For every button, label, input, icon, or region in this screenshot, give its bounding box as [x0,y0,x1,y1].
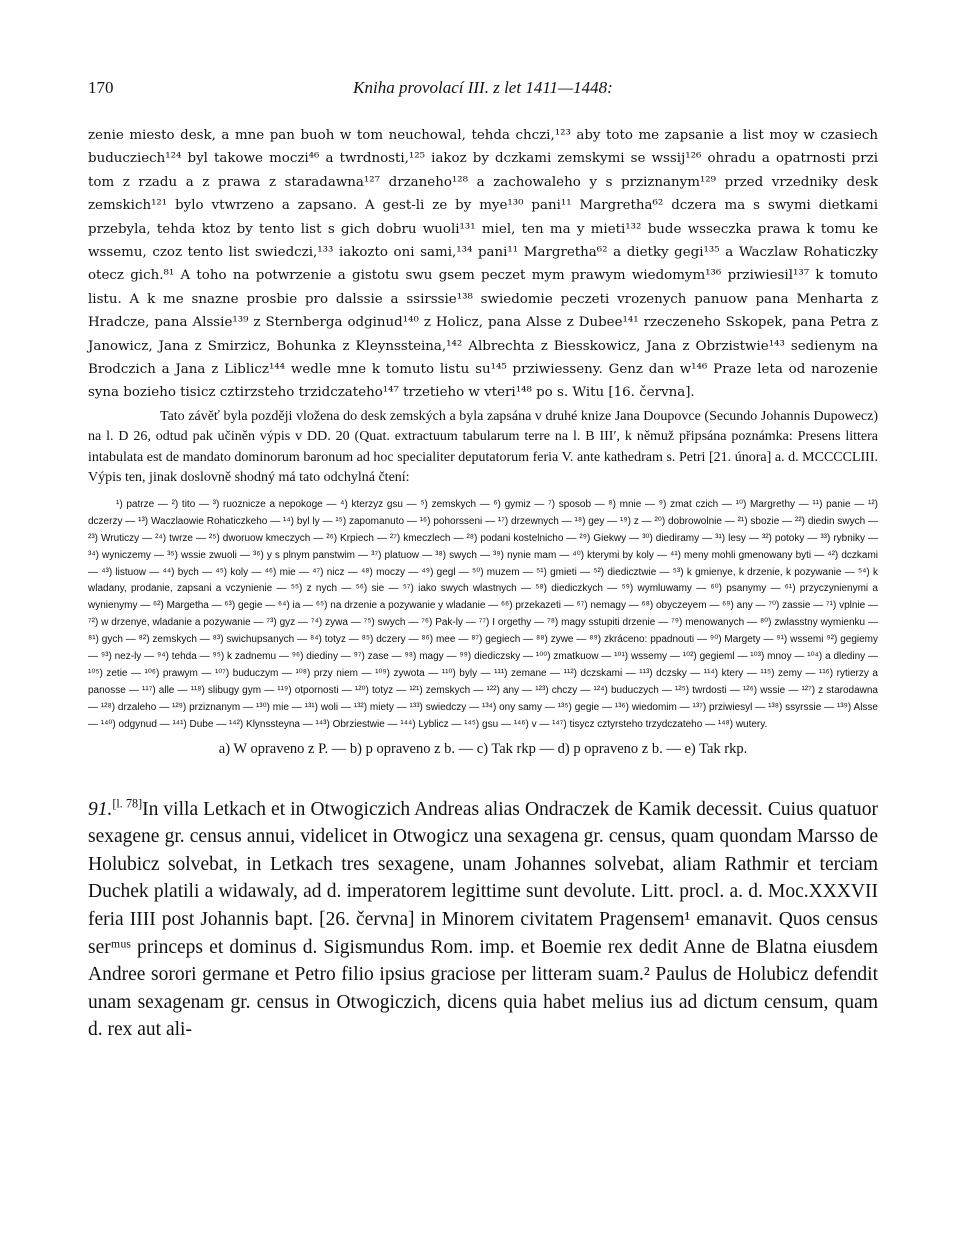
entry-paragraph [88,796,878,1044]
editorial-note-text: Tato závěť byla později vložena do desk zemských a byla zapsána v druhé knize Jana Doupovce (Secundo Johannis Dupowecz) na l. D 26, odtud pak učiněn výpis v DD. 20 (Quat. extractuum tabularum terre na l. B III′, k němuž připsána poznámka: Presens littera intabulata est de mandato dominorum baronum ad hoc specialiter deputatorum feria V. ante kathedram s. Petri [21. února] a. d. MCCCCLIII. Výpis ten, jinak doslovně shodný má tato odchylná čtení: [88,408,878,486]
book-page [88,70,878,1044]
page-number: 170 [88,78,114,97]
entry-text: In villa Letkach et in Otwogiczich Andreas alias Ondraczek de Kamik decessit. Cuius quatuor sexagene gr. census annui, videlicet in Otwogicz una sexagena gr. census, quam quondam Marsso de Holubicz solvebat, in Letkach tres sexagene, unam Johannes solvebat, aliam Rathmir et terciam Duchek platili a widawaly, ad d. imperatorem legittime sunt devolute. Litt. procl. a. d. Moc.XXXVII feria IIII post Johannis bapt. [26. června] in Minorem civitatem Pragensem¹ emanavit. Quos census serᵐᵘˢ princeps et dominus d. Sigismundus Rom. imp. et Boemie rex dedit Anne de Blatna eiusdem Andree sorori germane et Petro filio ipsius graciose per litteram suam.² Paulus de Holubicz defendit unam sexagenam gr. census in Otwogiczich, dicens quia habet melius ius ad dictum censum, quam d. rex aut ali- [88,798,878,1041]
variant-readings [88,497,878,734]
folio-reference: [l. 78] [112,796,143,811]
running-title: Kniha provolací III. z let 1411—1448: [353,78,613,97]
page-header [88,70,878,100]
text-variants: a) W opraveno z P. — b) p opraveno z b. — c) Tak rkp — d) p opraveno z b. — e) Tak rkp. [218,740,748,757]
entry-91 [88,796,878,1044]
charter-paragraph: zenie miesto desk, a mne pan buoh w tom neuchowal, tehda chczi,¹²³ aby toto me zapsanie a list moy w czasiech buducziech¹²⁴ byl takowe moczi⁴⁶ a twrdnosti,¹²⁵ iakoz by dczkami zemskymi se wssij¹²⁶ ohradu a opatrnosti przi tom z rzadu a z prawa z staradawna¹²⁷ drzaneho¹²⁸ a zachowaleho y s prziznanym¹²⁹ przed vrzedniky desk zemskich¹²¹ bylo vtwrzeno a zapsano. A gest-li ze by mye¹³⁰ pani¹¹ Margretha⁶² dczera ma s swymi dietkami przebyla, tehda ktoz by tento list s gich dobru wuoli¹³¹ miel, ten ma y mieti¹³² bude wsseczka prawa k tomu ke wssemu, czoz tento list swiedczi,¹³³ iakozto oni sami,¹³⁴ pani¹¹ Margretha⁶² a dietky gegi¹³⁵ a Waczlaw Rohaticzky otecz gich.⁸¹ A toho na potwrzenie a gistotu swu gsem peczet mym prawym wiedomym¹³⁶ prziwiesil¹³⁷ k tomuto listu. A k me snazne prosbie pro dalssie a ssirssie¹³⁸ swiedomie peczeti vrozenych panuow pana Menharta z Hradcze, pana Alssie¹³⁹ z Sternberga odginud¹⁴⁰ z Holicz, pana Alsse z Dubee¹⁴¹ rzeczeneho Sskopek, pana Petra z Janowicz, Jana z Smirzicz, Bohunka z Kleynssteina,¹⁴² Albrechta z Biesskowicz, Jana z Obrzistwie¹⁴³ sedienym na Brodczich a Jana z Liblicz¹⁴⁴ wedle mne k tomuto listu su¹⁴⁵ prziwiesseny. Genz dan w¹⁴⁶ Praze leta od narozenie syna bozieho tisicz cztirzsteho trzidczateho¹⁴⁷ trzetieho w vteri¹⁴⁸ po s. Witu [16. června]. [88,128,878,401]
entry-number: 91. [88,798,113,820]
variant-readings-text: ¹) patrze — ²) tito — ³) ruoznicze a nepokoge — ⁴) kterzyz gsu — ⁵) zemskych — ⁶) gymiz — ⁷) sposob — ⁸) mnie — ⁹) zmat czich — ¹⁰) Margrethy — ¹¹) panie — ¹²) dczerzy — ¹³) Waczlaowie Rohaticzkeho — ¹⁴) byl ly — ¹⁵) zapomanuto — ¹⁶) pohorsseni — ¹⁷) drzewnych — ¹⁸) gey — ¹⁹) z — ²⁰) dobrowolnie — ²¹) sbozie — ²²) diedin swych — ²³) Wruticzy — ²⁴) twrze — ²⁵) dworuow kmeczych — ²⁶) Krpiech — ²⁷) kmeczlech — ²⁸) podani kostelnicho — ²⁹) Giekwy — ³⁰) diediramy — ³¹) lesy — ³²) potoky — ³³) rybniky — ³⁴) wyniczemy — ³⁵) wssie zwuoli — ³⁶) y s plnym panstwim — ³⁷) platuow — ³⁸) swych — ³⁹) nynie mam — ⁴⁰) kterymi by koly — ⁴¹) meny mohli gmenowany byti — ⁴²) dczkami — ⁴³) listuow — ⁴⁴) bych — ⁴⁵) koly — ⁴⁶) mie — ⁴⁷) nicz — ⁴⁸) moczy — ⁴⁹) gegl — ⁵⁰) muzem — ⁵¹) gmieti — ⁵²) diedicztwie — ⁵³) k gmienye, k drzenie, k pozywanie — ⁵⁴) k wladany, prodanie, zapsani a vczynienie — ⁵⁵) z nych — ⁵⁶) sie — ⁵⁷) iako swych wlastnych — ⁵⁸) diediczkych — ⁵⁹) wymluwamy — ⁶⁰) psanymy — ⁶¹) przyczynienymi a wynienymy — ⁶²) Margetha — ⁶³) gegie — ⁶⁴) ia — ⁶⁵) na drzenie a pozywanie y wladanie — ⁶⁶) przekazeti — ⁶⁷) nemagy — ⁶⁸) obyczeyem — ⁶⁹) any — ⁷⁰) zassie — ⁷¹) vplnie — ⁷²) w drzenye, wladanie a pozywanie — ⁷³) gyz — ⁷⁴) zywa — ⁷⁵) swych — ⁷⁶) Pak-ly — ⁷⁷) I orgethy — ⁷⁸) magy sstupiti drzenie — ⁷⁹) menowanych — ⁸⁰) zwlasstny wymienku — ⁸¹) gych — ⁸²) zemskych — ⁸³) swichupsanych — ⁸⁴) totyz — ⁸⁵) dczery — ⁸⁶) mee — ⁸⁷) gegiech — ⁸⁸) zywe — ⁸⁹) zkráceno: ppadnouti — ⁹⁰) Margety — ⁹¹) wssemi ⁹²) gegiemy — ⁹³) nez-ly — ⁹⁴) tehda — ⁹⁵) k zadnemu — ⁹⁶) diediny — ⁹⁷) zase — ⁹⁸) magy — ⁹⁹) diediczsky — ¹⁰⁰) zmatkuow — ¹⁰¹) wssemy — ¹⁰²) gegieml — ¹⁰³) mnoy — ¹⁰⁴) a dlediny — ¹⁰⁵) zetie — ¹⁰⁶) prawym — ¹⁰⁷) buduczym — ¹⁰⁸) przy niem — ¹⁰⁹) zywota — ¹¹⁰) byly — ¹¹¹) zemane — ¹¹²) dczskami — ¹¹³) dczsky — ¹¹⁴) ktery — ¹¹⁵) zemy — ¹¹⁶) rytierzy a panosse — ¹¹⁷) alle — ¹¹⁸) slibugy gym — ¹¹⁹) otpornosti — ¹²⁰) totyz — ¹²¹) zemskych — ¹²²) any — ¹²³) chczy — ¹²⁴) buduczych — ¹²⁵) twrdosti — ¹²⁶) wssie — ¹²⁷) z starodawna — ¹²⁸) drzaleho — ¹²⁹) prziznanym — ¹³⁰) mie — ¹³¹) woli — ¹³²) miety — ¹³³) swiedczy — ¹³⁴) ony samy — ¹³⁵) gegie — ¹³⁶) wiedomim — ¹³⁷) prziwiesyl — ¹³⁸) ssyrssie — ¹³⁹) Alsse — ¹⁴⁰) odgynud — ¹⁴¹) Dube — ¹⁴²) Klynssteyna — ¹⁴³) Obrziestwie — ¹⁴⁴) Lyblicz — ¹⁴⁵) gsu — ¹⁴⁶) v — ¹⁴⁷) tisycz cztyrsteho trzydczateho — ¹⁴⁸) wutery. [88,498,878,730]
charter-text [88,124,878,405]
editorial-note [88,407,878,489]
